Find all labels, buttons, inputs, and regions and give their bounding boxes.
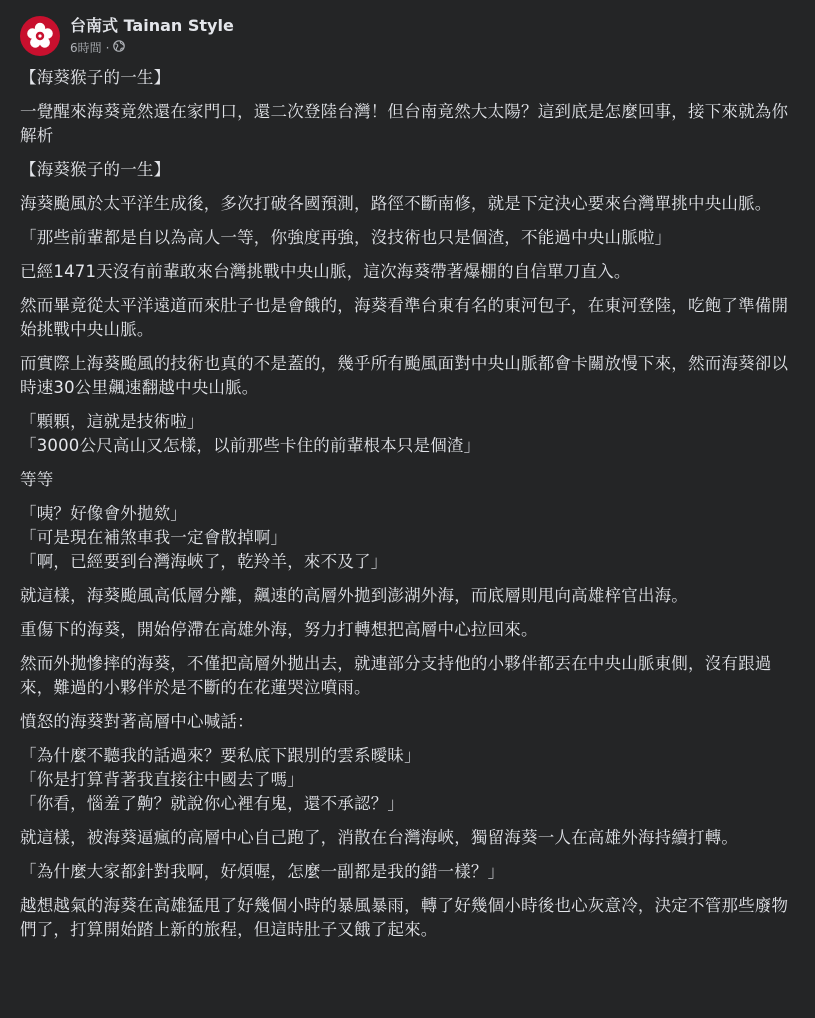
post-paragraph <box>20 584 796 608</box>
page-name-link[interactable]: 台南式 Tainan Style <box>70 16 234 35</box>
post-paragraph <box>20 192 796 216</box>
post-text-line: 「可是現在補煞車我一定會散掉啊」 <box>20 528 288 547</box>
post-paragraph <box>20 502 796 574</box>
post-paragraph <box>20 100 796 148</box>
post-paragraph <box>20 468 796 492</box>
post-text-line: 就這樣，海葵颱風高低層分離，飆速的高層外拋到澎湖外海，而底層則甩向高雄梓官出海。 <box>20 586 688 605</box>
post-text-line: 而實際上海葵颱風的技術也真的不是蓋的，幾乎所有颱風面對中央山脈都會卡關放慢下來，然而海葵卻以時速30公里飆速翻越中央山脈。 <box>20 354 789 397</box>
post-text-line: 就這樣，被海葵逼瘋的高層中心自己跑了，消散在台灣海峽，獨留海葵一人在高雄外海持續打轉。 <box>20 828 739 847</box>
post-timestamp[interactable]: 6時間 <box>70 41 102 55</box>
post-text-line: 然而畢竟從太平洋遠道而來肚子也是會餓的，海葵看準台東有名的東河包子，在東河登陸，吃飽了準備開始挑戰中央山脈。 <box>20 296 789 339</box>
post-header <box>20 16 800 60</box>
post-text-line: 已經1471天沒有前輩敢來台灣挑戰中央山脈，這次海葵帶著爆棚的自信單刀直入。 <box>20 262 631 281</box>
post-text-line: 「那些前輩都是自以為高人一等，你強度再強，沒技術也只是個渣，不能過中央山脈啦」 <box>20 228 672 247</box>
post-text-line: 「3000公尺高山又怎樣，以前那些卡住的前輩根本只是個渣」 <box>20 436 481 455</box>
globe-icon[interactable] <box>113 40 125 56</box>
post-text-line: 一覺醒來海葵竟然還在家門口，還二次登陸台灣！但台南竟然大太陽？這到底是怎麼回事，接下來就為你解析 <box>20 102 789 145</box>
post-paragraph <box>20 744 796 816</box>
post-paragraph <box>20 226 796 250</box>
plum-blossom-logo-icon <box>25 21 55 51</box>
post-meta <box>70 40 125 56</box>
post-paragraph <box>20 894 796 942</box>
post-text-line: 「為什麼大家都針對我啊，好煩喔，怎麼一副都是我的錯一樣？」 <box>20 862 505 881</box>
post-text <box>20 66 796 952</box>
post-text-line: 【海葵猴子的一生】 <box>20 160 171 179</box>
post-paragraph <box>20 860 796 884</box>
post-text-line: 「顆顆，這就是技術啦」 <box>20 412 204 431</box>
post-paragraph <box>20 260 796 284</box>
post-text-line: 然而外拋慘摔的海葵，不僅把高層外拋出去，就連部分支持他的小夥伴都丟在中央山脈東側，沒有跟過來，難過的小夥伴於是不斷的在花蓮哭泣噴雨。 <box>20 654 772 697</box>
post-text-line: 等等 <box>20 470 54 489</box>
post-text-line: 海葵颱風於太平洋生成後，多次打破各國預測，路徑不斷南修，就是下定決心要來台灣單挑中央山脈。 <box>20 194 772 213</box>
post-paragraph <box>20 352 796 400</box>
post-paragraph <box>20 652 796 700</box>
post-paragraph <box>20 410 796 458</box>
post-text-line: 越想越氣的海葵在高雄猛甩了好幾個小時的暴風暴雨，轉了好幾個小時後也心灰意冷，決定不管那些廢物們了，打算開始踏上新的旅程，但這時肚子又餓了起來。 <box>20 896 789 939</box>
post-text-line: 憤怒的海葵對著高層中心喊話： <box>20 712 254 731</box>
post-paragraph <box>20 618 796 642</box>
meta-separator: · <box>105 41 110 55</box>
post-text-line: 「你是打算背著我直接往中國去了嗎」 <box>20 770 304 789</box>
post-paragraph <box>20 294 796 342</box>
post-paragraph <box>20 66 796 90</box>
post-paragraph <box>20 826 796 850</box>
post-text-line: 「啊，已經要到台灣海峽了，乾羚羊，來不及了」 <box>20 552 388 571</box>
post-text-line: 重傷下的海葵，開始停滯在高雄外海，努力打轉想把高層中心拉回來。 <box>20 620 538 639</box>
post-text-line: 「咦？好像會外拋欸」 <box>20 504 187 523</box>
post-text-line: 【海葵猴子的一生】 <box>20 68 171 87</box>
post-text-line: 「為什麼不聽我的話過來？要私底下跟別的雲系曖昧」 <box>20 746 421 765</box>
post-paragraph <box>20 710 796 734</box>
post-paragraph <box>20 158 796 182</box>
avatar[interactable] <box>20 16 60 56</box>
post-text-line: 「你看，惱羞了齁？就說你心裡有鬼，還不承認？」 <box>20 794 405 813</box>
